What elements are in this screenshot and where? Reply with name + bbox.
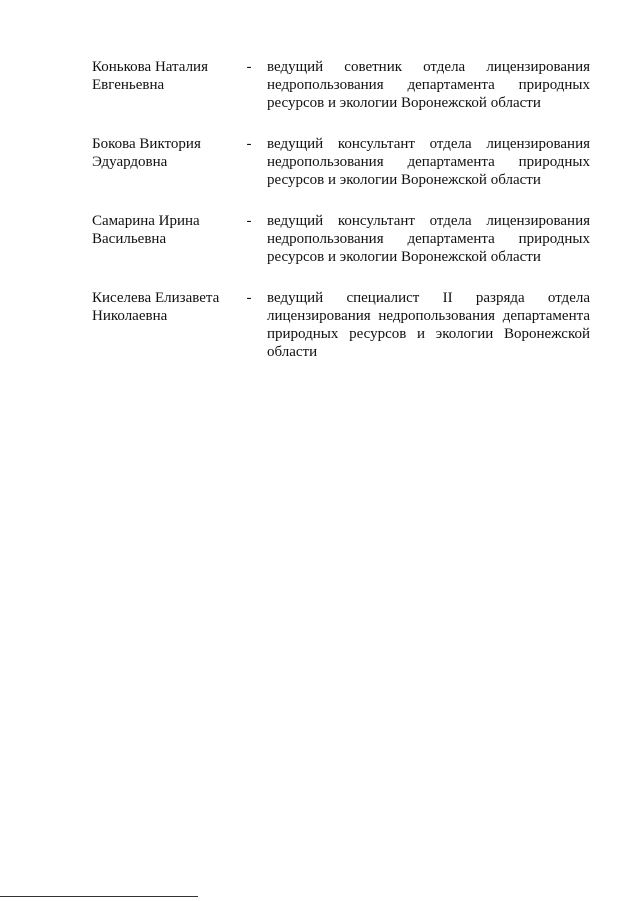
member-name	[92, 58, 244, 94]
member-dash: -	[246, 136, 252, 152]
footnote-separator-line	[0, 896, 198, 897]
member-name	[92, 212, 244, 248]
member-row	[92, 135, 592, 212]
member-surname-given-name: Самарина Ирина	[92, 213, 200, 229]
member-list	[92, 58, 592, 399]
member-surname-given-name: Киселева Елизавета	[92, 290, 220, 306]
member-patronymic: Васильевна	[92, 231, 167, 247]
member-name	[92, 289, 244, 325]
member-surname-given-name: Бокова Виктория	[92, 136, 201, 152]
member-patronymic: Эдуардовна	[92, 154, 168, 170]
member-name	[92, 135, 244, 171]
member-position: ведущий консультант отдела лицензирования недропользования департамента природных ресурсов и экологии Воронежской области	[267, 136, 590, 188]
member-row	[92, 58, 592, 135]
member-row	[92, 212, 592, 289]
member-dash: -	[246, 290, 252, 306]
member-surname-given-name: Конькова Наталия	[92, 59, 208, 75]
member-position: ведущий специалист II разряда отдела лицензирования недропользования департамента природных ресурсов и экологии Воронежской области	[267, 290, 590, 360]
member-patronymic: Евгеньевна	[92, 77, 165, 93]
member-row	[92, 289, 592, 399]
member-patronymic: Николаевна	[92, 308, 168, 324]
member-position: ведущий консультант отдела лицензирования недропользования департамента природных ресурсов и экологии Воронежской области	[267, 213, 590, 265]
member-dash: -	[246, 213, 252, 229]
member-dash: -	[246, 59, 252, 75]
member-position: ведущий советник отдела лицензирования недропользования департамента природных ресурсов и экологии Воронежской области	[267, 59, 590, 111]
